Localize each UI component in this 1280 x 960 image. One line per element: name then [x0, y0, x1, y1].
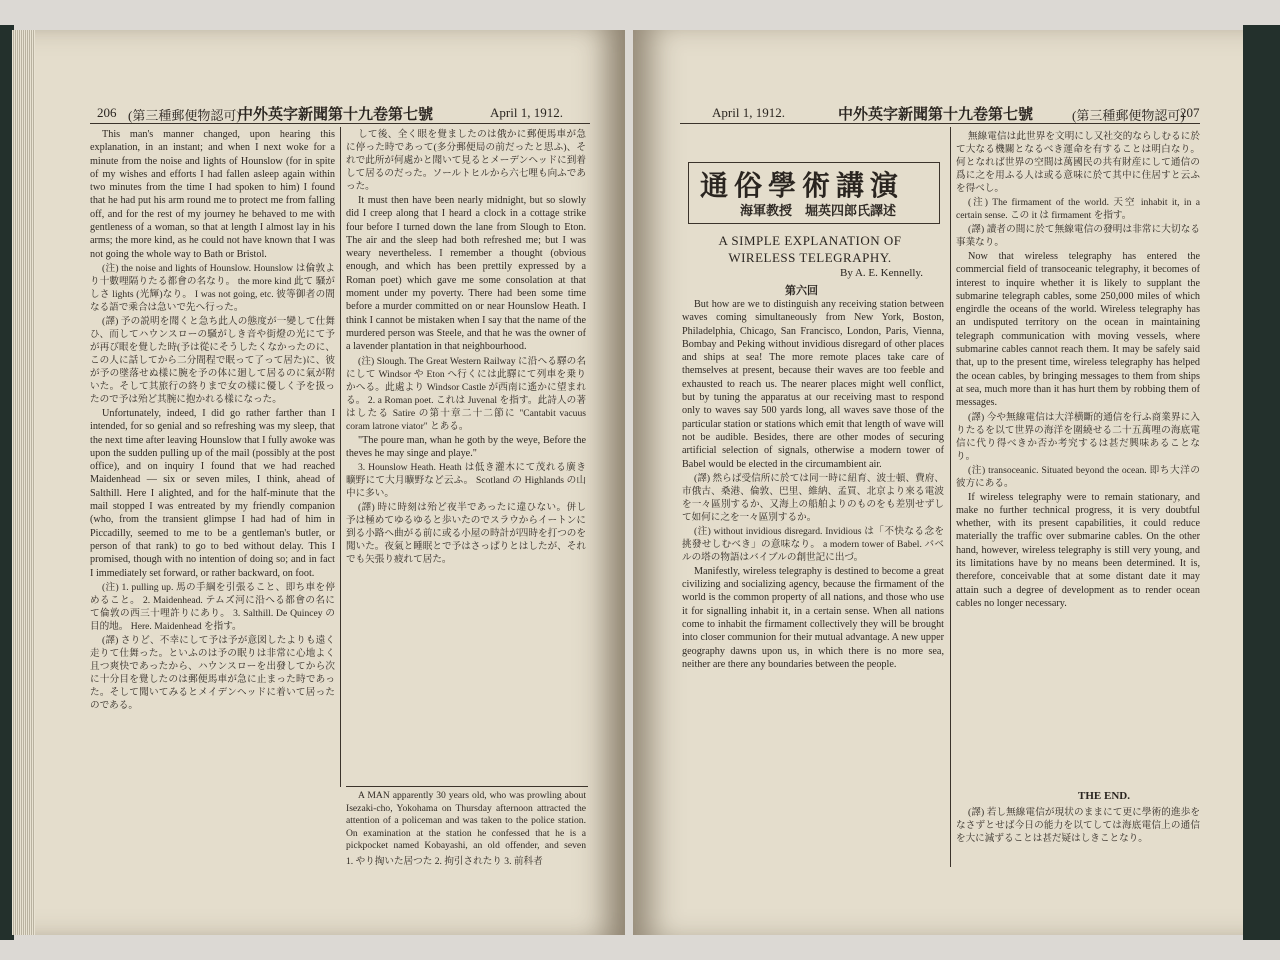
note: (注) transoceanic. Situated beyond the ocean. 即ち大洋の彼方にある。	[956, 464, 1200, 489]
paragraph: It must then have been nearly midnight, but so slowly did I creep along that I heard a clock in a cottage strike four before I turned down the lane from Slough to Eton. The air and the sleep had both refreshed me; but I was weary nevertheless. I remember a thought (obvious enough, and which has been prettily expressed by a Roman poet) which gave me some consolation at that moment under my poverty. There had been some time before a murder committed on or near Hounslow Heath. I think I cannot be mistaken when I say that the name of the murdered person was Steele, and that he was the owner of a lavender plantation in that neighbourhood.	[346, 195, 586, 353]
book-cover-right	[1243, 25, 1280, 940]
left-column-2	[346, 128, 586, 773]
left-column-divider	[340, 127, 341, 787]
advertisement-box	[346, 790, 586, 852]
right-page-number: 207	[1180, 105, 1200, 120]
left-header-rule	[90, 123, 590, 124]
left-permit: (第三種郵便物認可)	[128, 108, 241, 123]
translation: (譯) さりど、不幸にして予は予が意図したよりも遠く走りて仕舞った。といふのは予の眠りは非常に心地よく且つ爽快であったから、ハウンスローを出發してから次に十分目を覺したのは郵便馬車が急に止まった時であった。そして聞いてみるとメイデンヘッドに着いて居ったのである。	[90, 634, 335, 711]
paragraph: But how are we to distinguish any receiving station between waves coming simultaneously from New York, Boston, Philadelphia, Chicago, San Francisco, London, Paris, Vienna, Bombay and Peking without invidious disregard of other places and ships at sea! The more remote places take care of themselves at present, because their waves are too feeble and exhausted to reach us. The nearer places might well conflict, but by tuning the apparatus at our receiving mast to respond only to waves say 500 yards long, all waves save those of the particular station or stations which emit that length of wave will not be audible. Besides, there are other modes of securing artificial selection of signals, otherwise a modern tower of Babel would be elected in the circumambient air.	[682, 299, 944, 470]
left-column-1	[90, 128, 335, 868]
translation: (譯) 今や無線電信は大洋横斷的通信を行ふ商業界に入りたるを以て世界の海洋を圍繞せる二十五萬哩の海底電信に代り得べきか否か考究するは甚だ興味あることなり。	[956, 411, 1200, 462]
right-permit: (第三種郵便物認可)	[1072, 108, 1185, 123]
the-end: THE END.	[1078, 790, 1130, 802]
note: (注) 1. pulling up. 馬の手綱を引張ること、即ち車を停めること。 2. Maidenhead. テムズ河に沿へる都會の名にて倫敦の西三十哩許りにあり。 3. Salthill. De Quincey の目的地。 Here. Maidenhead を指す。	[90, 581, 335, 632]
paragraph: If wireless telegraphy were to remain stationary, and make no further technical progress, it is very doubtful whether, with its present capabilities, it could reduce materially the traffic over submarine cables. On the other hand, however, wireless telegraphy is still very young, and its limitations have by no means been determined. It is, therefore, conceivable that at some distant date it may attain such a degree of development as to render ocean cables no longer necessary.	[956, 491, 1200, 609]
right-column-1	[682, 298, 944, 870]
note: 3. Hounslow Heath. Heath は低き灌木にて茂れる廣き曠野にて大月曠野など云ふ。 Scotland の Highlands の山中に多い。	[346, 462, 586, 500]
translation: (譯) 時に時刻は殆ど夜半であったに違ひない。併し予は極めてゆるゆると歩いたのでスラウからイートンに到る小路へ曲がる前に或る小屋の時計が四時を打つのを聞いた。夜氣と睡眠とで予はさっぱりとはしたが、それでも矢張り疲れて居た。	[346, 502, 586, 566]
paragraph: Unfortunately, indeed, I did go rather farther than I intended, for so genial and so refreshing was my sleep, that the next time after leaving Hounslow that I fully awoke was upon the sudden pulling up of the mail (possibly at the post office), and on inquiry I found that we had reached Maidenhead — six or seven miles, I think, ahead of Salthill. Here I alighted, and for the half-minute that the mail stopped I was entreated by my friendly companion (who, from the transient glimpse I had had of him in Piccadilly, seemed to me to be a gentleman's butler, or person of that rank) to go to bed without delay. This I promised, though with no intention of doing so; and in fact I immediately set forward, or rather backward, on foot.	[90, 407, 335, 579]
translation: して後、全く眼を覺ましたのは俄かに郵便馬車が急に停った時であって(多分郵便局の前だったと思ふ)、それで此所が何處かと聞いて見るとメーデンヘッドに到着して居るのだった。ソールトヒルから六七哩も向ふであった。	[346, 129, 586, 192]
paragraph: Now that wireless telegraphy has entered the commercial field of transoceanic telegraphy, it becomes of interest to inquire whether it is likely to supplant the submarine telegraph cables, some 250,000 miles of which engirdle the oceans of the world. Wireless telegraphy has an undisputed territory on the ocean in maintaining telegraph communication with moving vessels, where submarine cables cannot reach them. It may be safely said that, up to the present time, wireless telegraphy has helped the ocean cables, by bringing messages to them from ships at sea, much more than it has hurt them by robbing them of messages.	[956, 251, 1200, 409]
translation: (譯) 然らば受信所に於ては同一時に紐育、波士頓、費府、市俄古、桑港、倫敦、巴里、維納、孟買、北京より來る電波を一々區別するか、又海上の船舶よりのものをも差別せずして如何に之を一々區別するか。	[682, 472, 944, 523]
translation: 無線電信は此世界を文明にし又社交的ならしむるに於て大なる機關となるべき運命を有することは明白なり。何となれば世界の空間は萬國民の共有財産にして通信の爲に之を用ふる人は或る意味に於て其中に住居すと云ふを得べし。	[956, 131, 1200, 194]
page-edges	[12, 30, 37, 935]
advertisement-text: A MAN apparently 30 years old, who was prowling about Isezaki-cho, Yokohama on Thursday afternoon attracted the attention of a policeman and was taken to the police station. On examination at the station he confessed that he is a pickpocket named Kobayashi, an old offender, and seven	[346, 790, 586, 851]
note: (注) Slough. The Great Western Railway に沿へる驛の名にして Windsor や Eton へ行くには此驛にて列車を乗りかへる。此處より Windsor Castle が西南に遙かに望まれる。 2. a Roman poet. これは Juvenal を指す。此詩人の著はしたる Satire の第十章二十二節に "Cantabit vacuus coram latrone viator" とある。	[346, 355, 586, 432]
paragraph: This man's manner changed, upon hearing this explanation, in an instant; and when I next woke for a minute from the noise and lights of Hounslow (for in spite of my wishes and efforts I had fallen asleep again within two minutes from the time I had spoken to him) I found that he had put his arm round me to protect me from falling off, and for the rest of my journey he behaved to me with gentleness of a woman, so that at length I almost lay in his arms; the more kind, as he could not have known that I was not going the whole way to Bath or Bristol.	[90, 129, 335, 260]
right-newspaper-name: 中外英字新聞第十九卷第七號	[838, 107, 1034, 123]
translation: (譯) 讀者の間に於て無線電信の發明は非常に大切なる事業なり。	[956, 224, 1200, 248]
right-column-2	[956, 130, 1200, 785]
left-newspaper-name: 中外英字新聞第十九卷第七號	[238, 107, 434, 123]
left-date: April 1, 1912.	[490, 105, 563, 120]
right-date: April 1, 1912.	[712, 105, 785, 120]
left-page-number: 206	[97, 105, 117, 120]
paragraph: Manifestly, wireless telegraphy is destined to become a great civilizing and socializing agency, because the firmament of the world is the common property of all nations, and those who use it for signalling inhabit it, in a certain sense. When all nations come to inhabit the firmament collectively they will be brought into closer communion for their mutual advantage. A new upper geography dawns upon us, in which there is no more sea, neither are there any boundaries between the people.	[682, 565, 944, 670]
advertisement-rule	[346, 786, 588, 787]
article-title-line-1: A SIMPLE EXPLANATION OF	[718, 233, 902, 248]
note: (注) The firmament of the world. 天空 inhabit it, in a certain sense. この it は firmament を指す。	[956, 197, 1200, 221]
section-number: 第六回	[785, 285, 818, 297]
translation: (譯) 予の説明を聞くと急ち此人の態度が一變して仕舞ひ、而してハウンスローの騒がしき音や街燈の光にて予が再び眼を覺した時(予は從にそうしたくなかったのに、この人に話してから二分間程で眠って了って居た)に、彼が予の墜落せぬ樣に腕を予の体に廻して居るのに氣が附いた。そして其旅行の終りまで女の樣に優しく予を扱ったので予は殆ど其腕に抱かれる樣になった。	[90, 315, 335, 405]
article-title	[690, 232, 930, 266]
note: (注) without invidious disregard. Invidious は「不快なる念を挑發せしむべき」の意味なり。 a modern tower of Babel. バベルの塔の物語はバイブルの創世記に出づ。	[682, 525, 944, 563]
right-header-rule	[680, 123, 1200, 124]
quotation: "The poure man, whan he goth by the weye, Before the theves he may singe and playe."	[346, 434, 586, 459]
right-column-divider	[950, 127, 951, 867]
byline: By A. E. Kennelly.	[840, 267, 923, 279]
note: (注) the noise and lights of Hounslow. Hounslow は倫敦より十數哩隔りたる都會の名なり。 the more kind 此て 騒がしさ lights (光輝)なり。 I was not going, etc. 彼等御者の間なる語で乘合は急いで先へ行った。	[90, 262, 335, 313]
translation: (譯) 若し無線電信が現状のままにて更に學術的進歩をなさずとせば今日の能力を以てしては海底電信上の通信を大に減ずることは甚だ疑はしきことなり。	[956, 807, 1200, 844]
footnotes: 1. やり掏いた居つた 2. 拘引されたり 3. 前科者	[346, 856, 543, 867]
final-translation	[956, 806, 1200, 868]
article-title-line-2: WIRELESS TELEGRAPHY.	[728, 250, 892, 265]
lecture-series-title: 通俗學術講演	[700, 171, 905, 202]
translator-credit: 海軍教授 堀英四郎氏譯述	[740, 203, 897, 218]
